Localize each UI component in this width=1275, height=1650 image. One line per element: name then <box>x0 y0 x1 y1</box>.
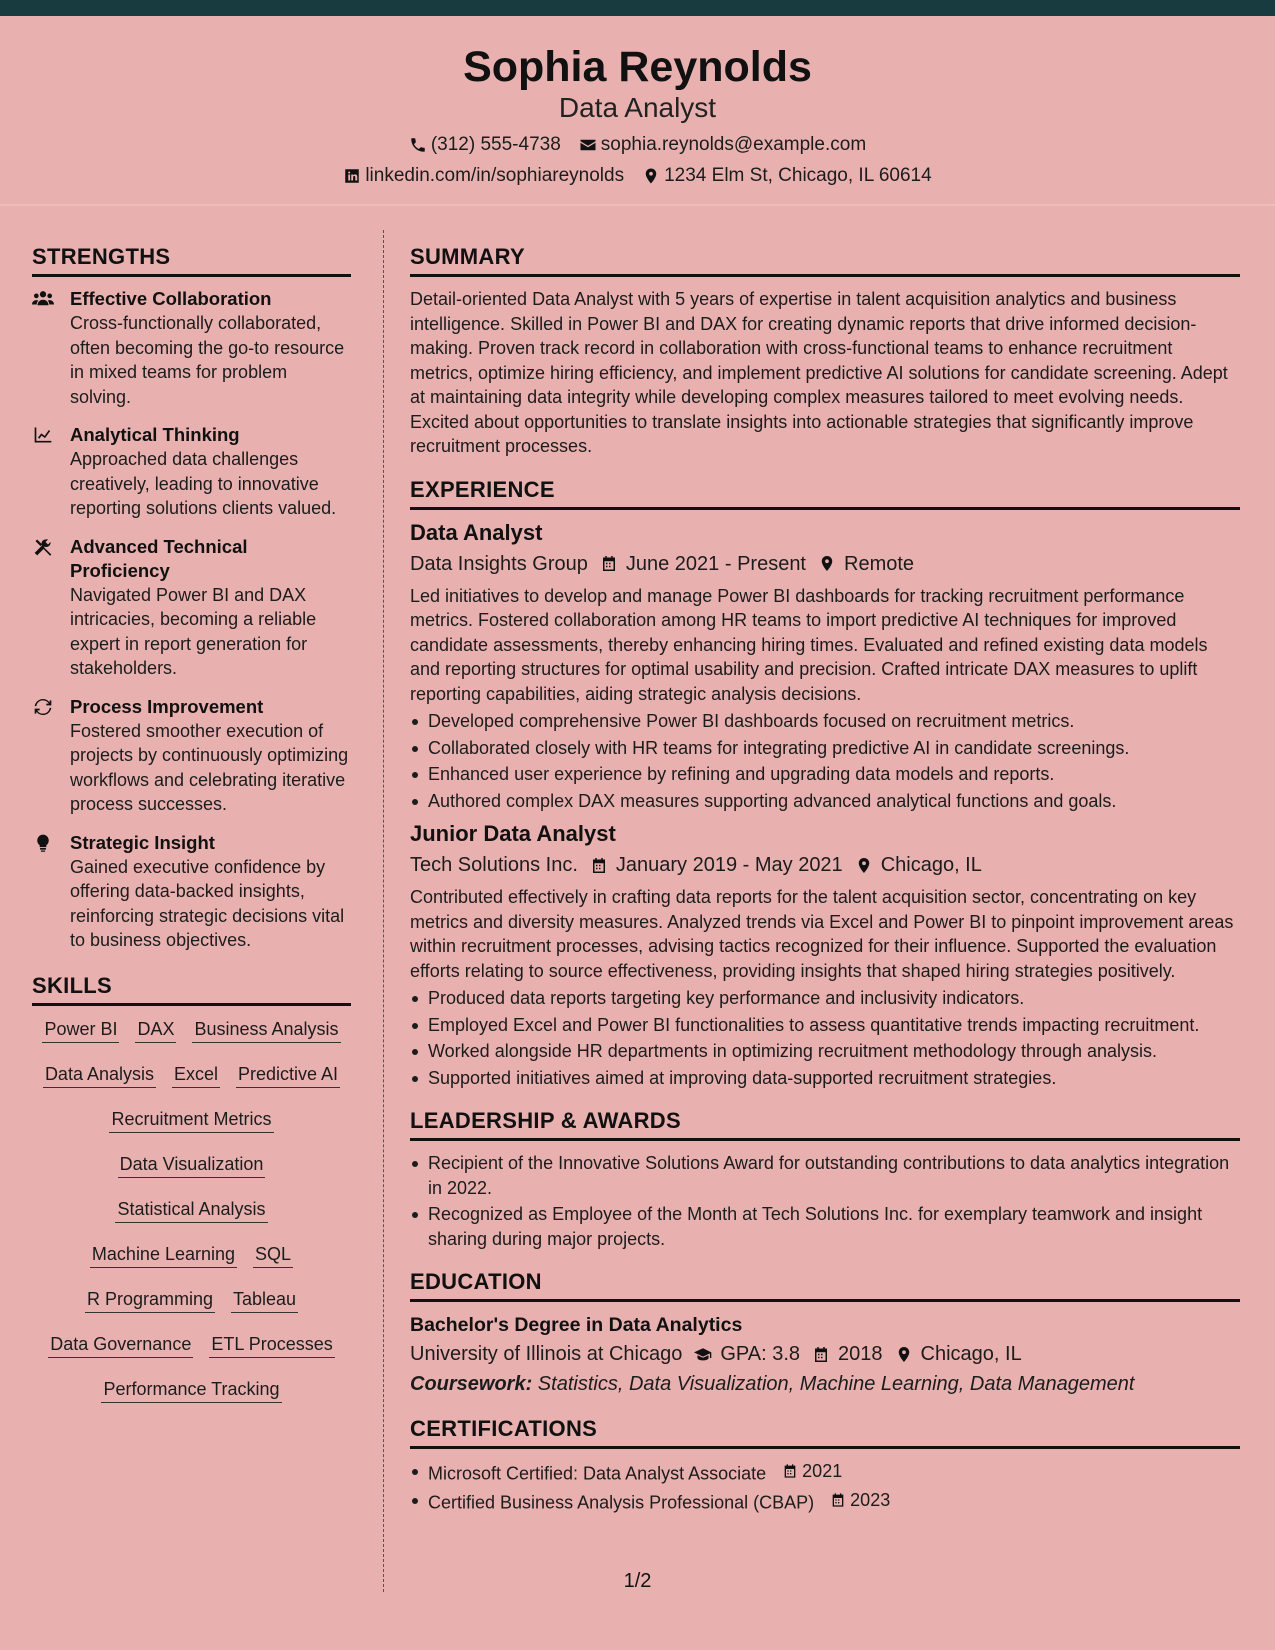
job-title: Data Analyst <box>410 519 543 545</box>
address-contact <box>642 165 932 187</box>
leadership-list <box>410 1151 1240 1251</box>
skill-tag: DAX <box>135 1018 176 1043</box>
cert-year-text: 2021 <box>802 1461 843 1481</box>
skill-tag: Machine Learning <box>90 1243 237 1268</box>
coursework-label: Coursework: <box>410 1373 533 1395</box>
graduation-cap-icon <box>694 1345 712 1363</box>
strength-desc: Cross-functionally collaborated, often becoming the go-to resource in mixed teams for problem solving. <box>70 313 345 407</box>
users-icon <box>32 287 56 409</box>
job-location: Chicago, IL <box>880 854 982 876</box>
education-school: University of Illinois at Chicago <box>410 1343 683 1365</box>
candidate-name: Sophia Reynolds <box>463 43 812 91</box>
certifications-heading: CERTIFICATIONS <box>410 1416 1240 1449</box>
strength-item <box>32 423 351 521</box>
linkedin-contact[interactable] <box>343 165 624 187</box>
list-item: Supported initiatives aimed at improving data-supported recruitment strategies. <box>410 1066 1240 1091</box>
list-item <box>410 1488 1240 1515</box>
skill-row <box>32 1063 351 1088</box>
strength-item <box>32 287 351 409</box>
map-marker-icon <box>818 555 836 573</box>
envelope-icon <box>579 136 597 154</box>
calendar-icon <box>781 1462 799 1480</box>
map-marker-icon <box>895 1345 913 1363</box>
strength-desc: Fostered smoother execution of projects by continuously optimizing workflows and celebrating iterative process successes. <box>70 720 349 814</box>
list-item: Authored complex DAX measures supporting advanced analytical functions and goals. <box>410 789 1240 814</box>
education-meta <box>410 1340 1240 1368</box>
list-item: Collaborated closely with HR teams for integrating predictive AI in candidate screenings. <box>410 736 1240 761</box>
job-entry <box>410 821 1240 1090</box>
skill-tag: R Programming <box>85 1288 215 1313</box>
job-description: Led initiatives to develop and manage Power BI dashboards for tracking recruitment performance metrics. Fostered collaboration among HR teams to import predictive AI techniques for improved candidate assessments, thereby enhancing hiring times. Evaluated and refined existing data models and reporting structures for optimal usability and precision. Crafted intricate DAX measures to uplift reporting capabilities, aiding strategic analysis decisions. <box>410 585 1208 704</box>
skill-tag: Recruitment Metrics <box>109 1108 273 1133</box>
skill-row <box>32 1198 351 1223</box>
sync-icon <box>32 695 56 817</box>
skill-tag: Tableau <box>231 1288 298 1313</box>
job-meta <box>410 851 1240 879</box>
skill-tag: Performance Tracking <box>101 1378 281 1403</box>
header-separator <box>0 204 1275 206</box>
email-text[interactable]: sophia.reynolds@example.com <box>600 134 867 156</box>
skill-tag: Statistical Analysis <box>115 1198 267 1223</box>
resume-header <box>0 16 1275 204</box>
leadership-heading: LEADERSHIP & AWARDS <box>410 1108 1240 1141</box>
skill-tag: Business Analysis <box>192 1018 340 1043</box>
job-description: Contributed effectively in crafting data reports for the talent acquisition sector, concentrating on key metrics and diversity measures. Analyzed trends via Excel and Power BI to pinpoint improvement areas within recruitment processes, advising tactics recognized for their influence. Supported the evaluation efforts relating to source effectiveness, providing insights that shaped hiring strategies positively. <box>410 887 1234 981</box>
job-entry <box>410 520 1240 814</box>
cert-year <box>781 1459 842 1484</box>
candidate-title: Data Analyst <box>558 92 717 124</box>
experience-heading: EXPERIENCE <box>410 477 1240 510</box>
education-coursework <box>410 1370 1240 1398</box>
job-company: Data Insights Group <box>410 552 588 575</box>
skills-heading: SKILLS <box>32 973 351 1006</box>
cert-name: Certified Business Analysis Professional (CBAP) <box>428 1492 815 1512</box>
job-location: Remote <box>844 552 915 575</box>
list-item: Produced data reports targeting key performance and inclusivity indicators. <box>410 986 1240 1011</box>
cert-year-text: 2023 <box>850 1489 891 1510</box>
strength-title: Effective Collaboration <box>70 288 272 309</box>
phone-text: (312) 555-4738 <box>430 134 561 156</box>
skill-row <box>32 1243 351 1268</box>
skill-row <box>32 1378 351 1403</box>
job-company: Tech Solutions Inc. <box>410 854 578 876</box>
calendar-icon <box>590 856 608 874</box>
job-bullets <box>410 986 1240 1090</box>
map-marker-icon <box>642 167 660 185</box>
calendar-icon <box>829 1491 847 1509</box>
skill-tag: Data Governance <box>48 1333 193 1358</box>
phone-icon <box>409 136 427 154</box>
strength-item <box>32 535 351 681</box>
left-column <box>32 244 351 1423</box>
strength-desc: Approached data challenges creatively, leading to innovative reporting solutions clients valued. <box>70 449 337 518</box>
top-accent-bar <box>0 0 1275 16</box>
cert-name: Microsoft Certified: Data Analyst Associate <box>428 1463 767 1484</box>
list-item: Recognized as Employee of the Month at Tech Solutions Inc. for exemplary teamwork and insight sharing during major projects. <box>410 1202 1240 1251</box>
summary-text: Detail-oriented Data Analyst with 5 years of expertise in talent acquisition analytics and business intelligence. Skilled in Power BI and DAX for creating dynamic reports that drive informed decision-making. Proven track record in collaboration with cross-functional teams to enhance recruitment metrics, optimize hiring efficiency, and implement predictive AI solutions for candidate screening. Adept at maintaining data integrity while developing complex measures tailored to meet evolving needs. Excited about opportunities to translate insights into actionable strategies that significantly improve recruitment processes. <box>410 289 1228 456</box>
contact-row-1 <box>0 134 1275 156</box>
skill-row <box>32 1288 351 1313</box>
calendar-icon <box>600 555 618 573</box>
cert-year <box>829 1488 890 1513</box>
strengths-heading: STRENGTHS <box>32 244 351 277</box>
right-column <box>410 244 1240 1517</box>
contact-row-2 <box>0 165 1275 187</box>
list-item: Worked alongside HR departments in optimizing recruitment methodology through analysis. <box>410 1039 1240 1064</box>
skill-tag: Power BI <box>42 1018 119 1043</box>
skills-list <box>32 1016 351 1403</box>
skill-tag: Excel <box>172 1063 220 1088</box>
skill-tag: Data Visualization <box>118 1153 266 1178</box>
page-number: 1/2 <box>623 1570 652 1592</box>
education-location: Chicago, IL <box>920 1343 1022 1365</box>
list-item: Enhanced user experience by refining and upgrading data models and reports. <box>410 762 1240 787</box>
strength-title: Advanced Technical Proficiency <box>70 535 248 581</box>
address-text: 1234 Elm St, Chicago, IL 60614 <box>664 165 932 187</box>
skill-tag: Data Analysis <box>43 1063 156 1088</box>
skill-row <box>32 1018 351 1043</box>
tools-icon <box>32 535 56 681</box>
linkedin-icon <box>343 167 361 185</box>
job-dates: January 2019 - May 2021 <box>615 854 843 876</box>
list-item: Developed comprehensive Power BI dashboards focused on recruitment metrics. <box>410 709 1240 734</box>
list-item: Employed Excel and Power BI functionalities to assess quantitative trends impacting recruitment. <box>410 1013 1240 1038</box>
job-dates: June 2021 - Present <box>625 552 806 575</box>
phone-contact <box>409 134 561 156</box>
map-marker-icon <box>855 856 873 874</box>
skill-row <box>32 1108 351 1133</box>
education-year: 2018 <box>838 1343 883 1365</box>
strength-item <box>32 831 351 953</box>
list-item <box>410 1459 1240 1486</box>
skill-tag: SQL <box>253 1243 293 1268</box>
education-gpa: GPA: 3.8 <box>720 1343 801 1365</box>
coursework-text: Statistics, Data Visualization, Machine Learning, Data Management <box>532 1373 1135 1395</box>
list-item: Recipient of the Innovative Solutions Award for outstanding contributions to data analytics integration in 2022. <box>410 1151 1240 1200</box>
skill-tag: ETL Processes <box>209 1333 334 1358</box>
certifications-list <box>410 1459 1240 1515</box>
strength-title: Analytical Thinking <box>70 424 240 445</box>
strength-title: Process Improvement <box>70 695 264 717</box>
skill-tag: Predictive AI <box>236 1063 340 1088</box>
email-contact[interactable] <box>579 134 866 156</box>
lightbulb-icon <box>32 831 56 953</box>
job-meta <box>410 550 1240 578</box>
skill-row <box>32 1333 351 1358</box>
job-title: Junior Data Analyst <box>410 821 616 846</box>
strength-title: Strategic Insight <box>70 831 215 853</box>
job-bullets <box>410 709 1240 813</box>
column-divider <box>383 230 384 1592</box>
education-degree: Bachelor's Degree in Data Analytics <box>410 1314 743 1336</box>
skill-row <box>32 1153 351 1178</box>
linkedin-text[interactable]: linkedin.com/in/sophiareynolds <box>365 165 625 187</box>
summary-heading: SUMMARY <box>410 244 1240 277</box>
strength-item <box>32 695 351 817</box>
education-heading: EDUCATION <box>410 1269 1240 1302</box>
strength-desc: Gained executive confidence by offering data-backed insights, reinforcing strategic decisions vital to business objectives. <box>70 856 345 950</box>
strength-desc: Navigated Power BI and DAX intricacies, becoming a reliable expert in report generation for stakeholders. <box>70 584 317 678</box>
calendar-icon <box>812 1345 830 1363</box>
chart-line-icon <box>32 423 56 521</box>
